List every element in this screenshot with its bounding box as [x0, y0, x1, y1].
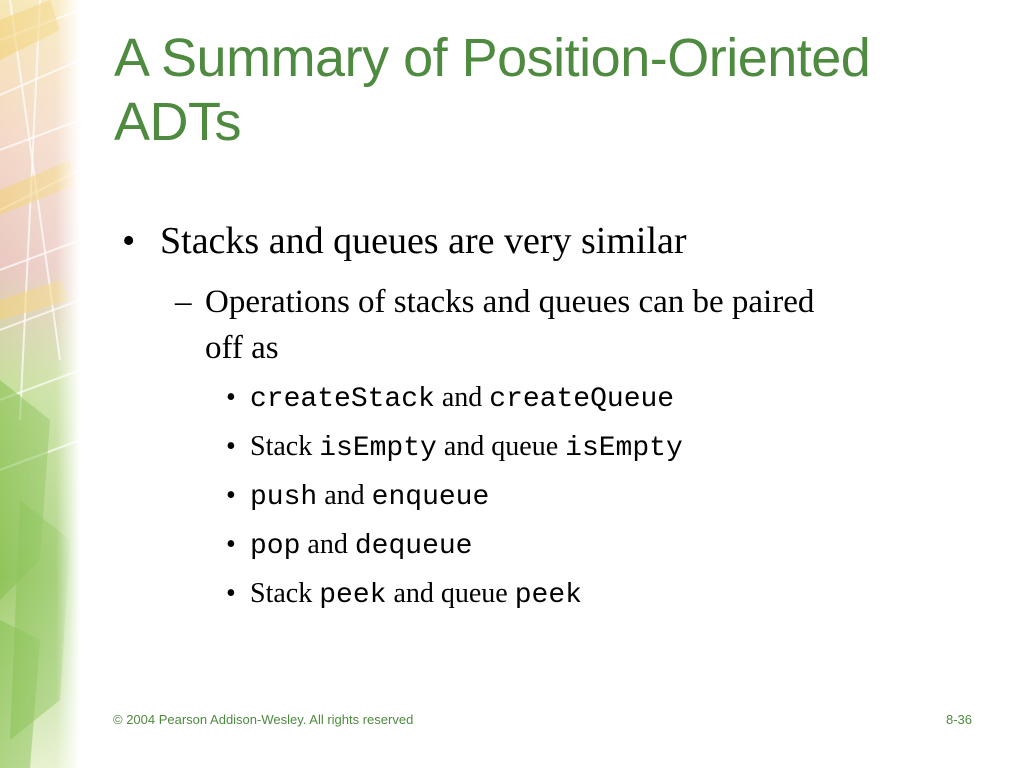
bullet-text: Stacks and queues are very similar — [160, 220, 687, 262]
code-text: dequeue — [354, 531, 473, 562]
item-text: and — [434, 382, 490, 413]
item-text: and queue — [436, 431, 566, 462]
code-text: createStack — [250, 384, 435, 415]
subbullet-line2: off as — [205, 330, 279, 366]
bullet-level3-item — [226, 527, 472, 565]
item-text: and — [317, 480, 372, 511]
code-text: enqueue — [371, 482, 490, 513]
bullet-marker: • — [226, 480, 236, 511]
bullet-marker: • — [226, 382, 236, 413]
code-text: createQueue — [489, 384, 675, 415]
code-text: pop — [250, 531, 301, 562]
slide-number: 8-36 — [945, 712, 972, 727]
bullet-marker: • — [226, 529, 236, 560]
code-text: peek — [319, 580, 387, 611]
copyright-footer: © 2004 Pearson Addison-Wesley. All rights reserved — [113, 712, 414, 727]
item-text: Stack — [250, 578, 320, 609]
bullet-level1 — [122, 217, 687, 265]
item-text: and — [300, 529, 355, 560]
bullet-marker: • — [226, 431, 236, 462]
subbullet-line1: Operations of stacks and queues can be paired — [205, 284, 815, 320]
bullet-level3-item — [226, 429, 683, 467]
code-text: peek — [514, 580, 582, 611]
bullet-marker: • — [226, 578, 236, 609]
slide-title-line2: ADTs — [114, 92, 242, 152]
code-text: push — [250, 482, 318, 513]
bullet-level3-item — [226, 478, 489, 516]
subbullet-text — [175, 279, 965, 371]
code-text: isEmpty — [565, 433, 683, 464]
bullet-marker: • — [122, 220, 136, 262]
bullet-level3-item — [226, 380, 674, 418]
bullet-level3-item — [226, 576, 582, 614]
item-text: Stack — [250, 431, 320, 462]
code-text: isEmpty — [319, 433, 437, 464]
bullet-level2 — [175, 279, 965, 371]
slide-title-line1: A Summary of Position-Oriented — [114, 28, 871, 88]
dash-marker: – — [175, 284, 192, 320]
item-text: and queue — [386, 578, 515, 609]
